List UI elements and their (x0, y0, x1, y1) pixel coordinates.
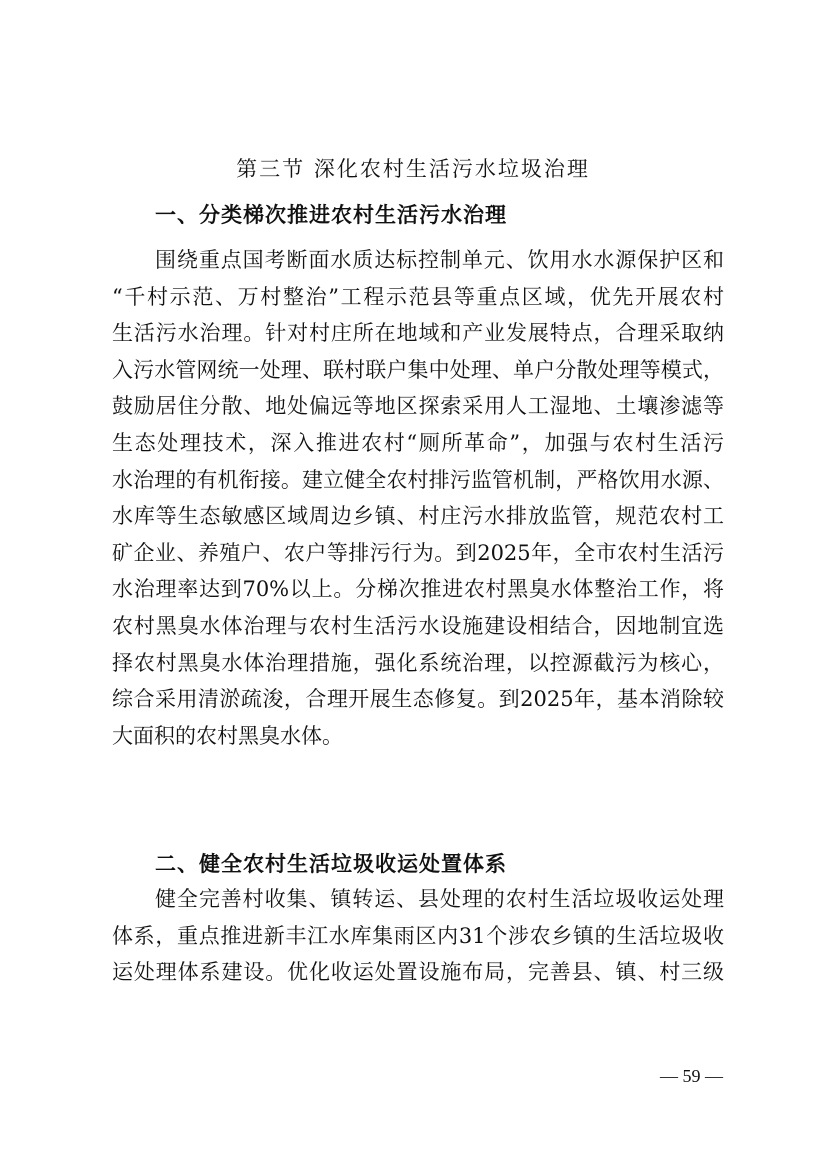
text-line: 矿企业、养殖户、农户等排污行为。到2025年，全市农村生活污 (112, 540, 724, 565)
page-number: — 59 — (660, 1066, 723, 1086)
text-line: 水治理率达到70%以上。分梯次推进农村黑臭水体整治工作，将 (112, 577, 724, 602)
text-line: 健全完善村收集、镇转运、县处理的农村生活垃圾收运处理 (155, 887, 724, 911)
text-line: “千村示范、万村整治”工程示范县等重点区域，优先开展农村 (112, 284, 724, 309)
heading-garbage-system: 二、健全农村生活垃圾收运处置体系 (155, 852, 507, 876)
text-line: 综合采用清淤疏浚，合理开展生态修复。到2025年，基本消除较 (112, 687, 724, 712)
text-line: 生态处理技术，深入推进农村“厕所革命”，加强与农村生活污 (112, 430, 724, 455)
text-line: 入污水管网统一处理、联村联户集中处理、单户分散处理等模式， (112, 357, 724, 382)
section-title: 第三节 深化农村生活污水垃圾治理 (236, 157, 590, 181)
paragraph-garbage (112, 881, 724, 991)
text-line: 运处理体系建设。优化收运处置设施布局，完善县、镇、村三级 (112, 960, 724, 985)
text-line: 农村黑臭水体治理与农村生活污水设施建设相结合，因地制宜选 (112, 613, 724, 638)
text-line: 围绕重点国考断面水质达标控制单元、饮用水水源保护区和 (155, 248, 724, 272)
text-line: 体系，重点推进新丰江水库集雨区内31个涉农乡镇的生活垃圾收 (112, 923, 724, 948)
text-line: 大面积的农村黑臭水体。 (112, 723, 343, 748)
text-line: 生活污水治理。针对村庄所在地域和产业发展特点，合理采取纳 (112, 321, 724, 346)
text-line: 择农村黑臭水体治理措施，强化系统治理，以控源截污为核心， (112, 650, 724, 675)
paragraph-sewage (112, 242, 724, 754)
text-line: 水库等生态敏感区域周边乡镇、村庄污水排放监管，规范农村工 (112, 504, 724, 529)
heading-sewage-treatment: 一、分类梯次推进农村生活污水治理 (155, 203, 507, 227)
text-line: 鼓励居住分散、地处偏远等地区探索采用人工湿地、土壤渗滤等 (112, 394, 724, 419)
text-line: 水治理的有机衔接。建立健全农村排污监管机制，严格饮用水源、 (112, 467, 724, 492)
